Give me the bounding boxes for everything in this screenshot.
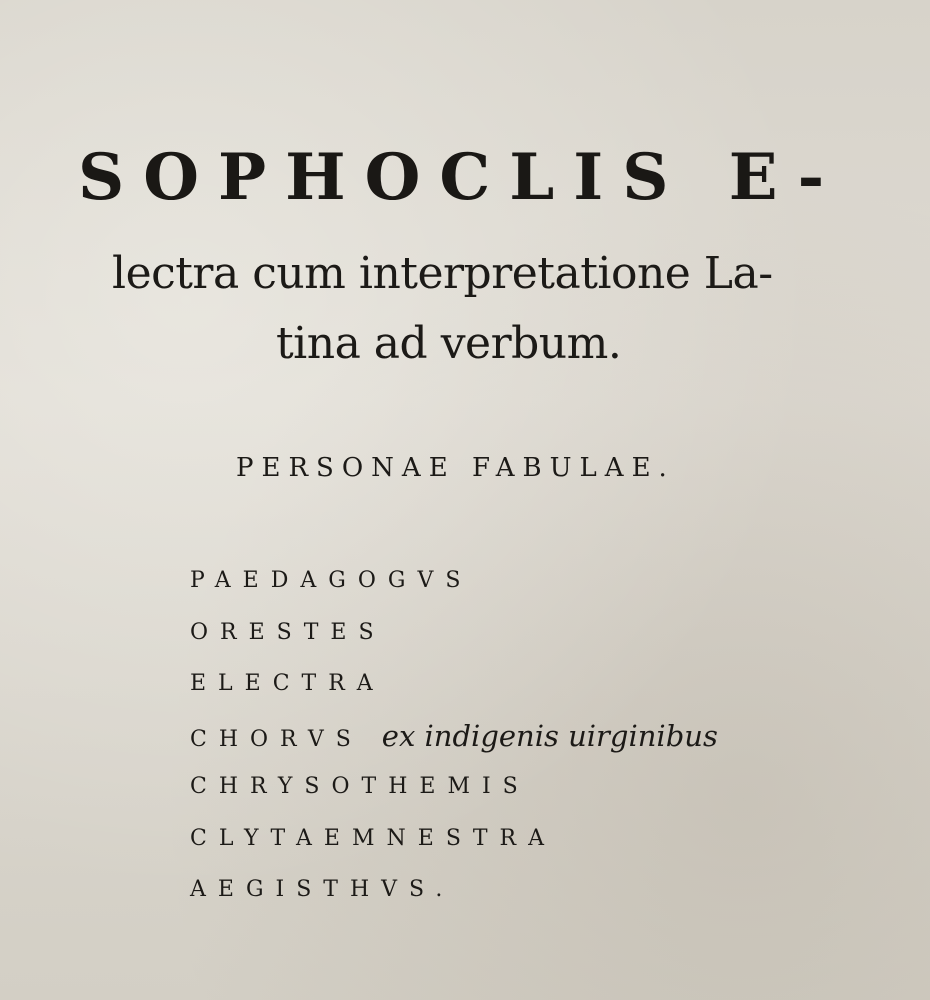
personae-heading: PERSONAE FABULAE.	[236, 453, 675, 483]
list-item	[190, 826, 718, 878]
persona-name: ORESTES	[190, 619, 386, 645]
list-item	[190, 774, 718, 826]
list-item	[190, 718, 718, 775]
list-item	[190, 568, 718, 620]
page-title: SOPHOCLIS E-	[78, 140, 844, 215]
subtitle-line-2: tina ad verbum.	[276, 318, 622, 369]
persona-name: CLYTAEMNESTRA	[190, 825, 557, 851]
list-item	[190, 877, 718, 929]
subtitle-line-1: lectra cum interpretatione La-	[112, 248, 773, 299]
persona-name: AEGISTHVS.	[190, 877, 455, 902]
list-item	[190, 620, 718, 672]
persona-name: PAEDAGOGVS	[190, 568, 473, 593]
persona-name: CHORVS	[190, 726, 363, 752]
persona-description: ex indigenis uirginibus	[381, 718, 718, 753]
list-item	[190, 671, 718, 723]
persona-name: CHRYSOTHEMIS	[190, 774, 530, 799]
personae-list	[190, 568, 718, 929]
persona-name: ELECTRA	[190, 671, 385, 696]
